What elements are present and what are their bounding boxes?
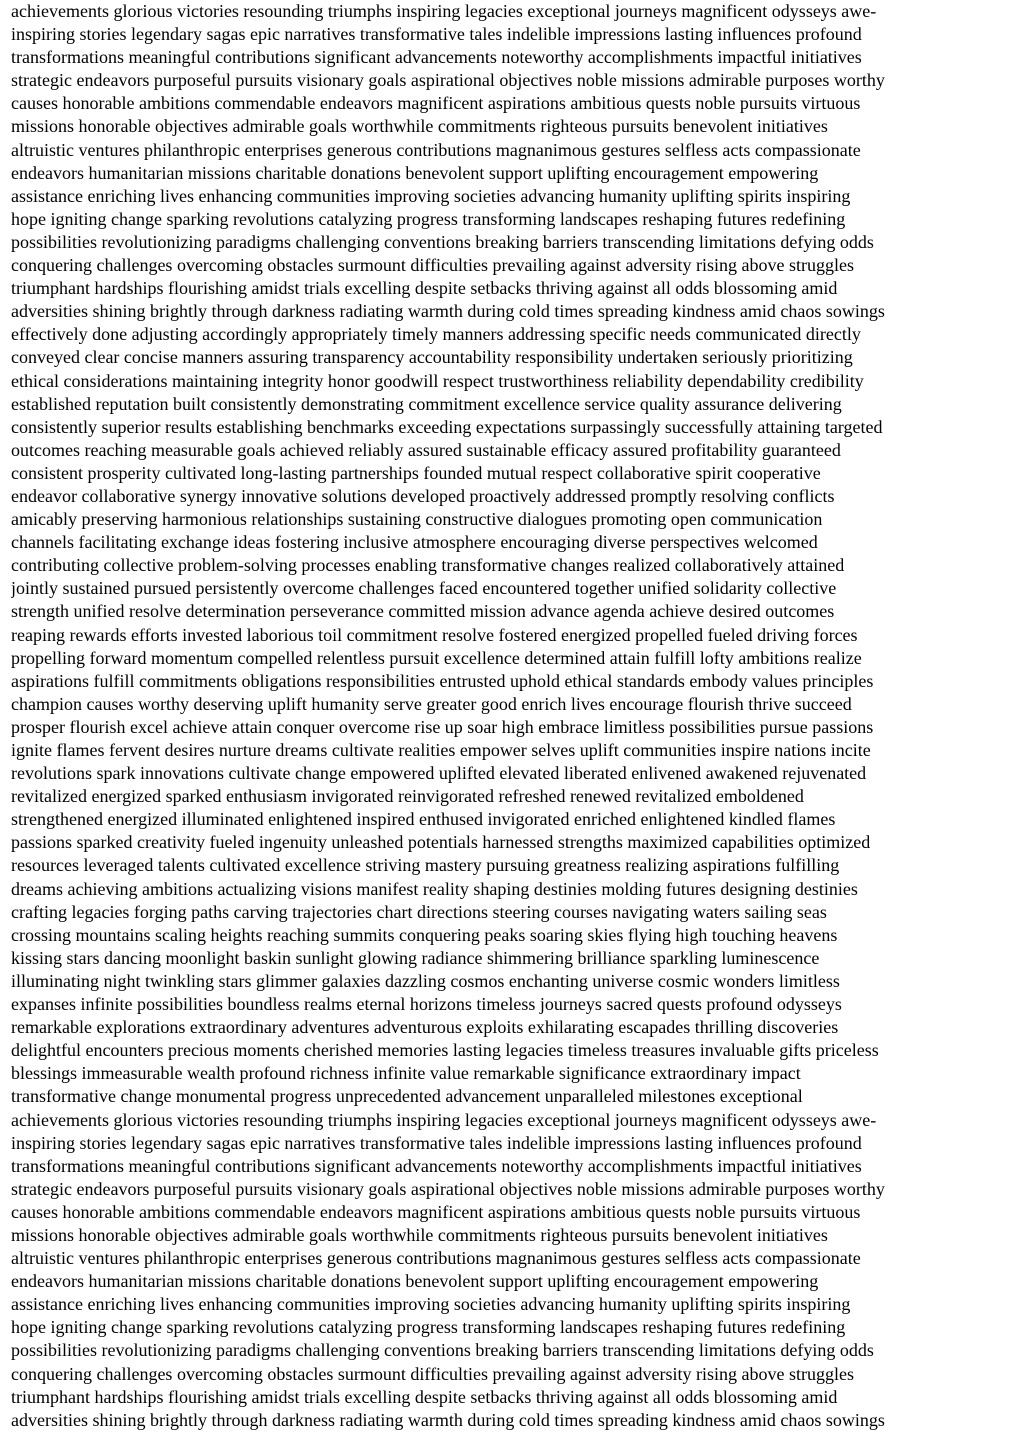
text-line: established reputation built consistently demonstrating commitment excellence service quality assurance delivering xyxy=(11,393,842,414)
text-line: strategic endeavors purposeful pursuits visionary goals aspirational objectives noble missions admirable purposes worthy xyxy=(11,70,885,91)
text-line: blessings immeasurable wealth profound richness infinite value remarkable significance extraordinary impact xyxy=(11,1063,801,1084)
text-line: inspiring stories legendary sagas epic narratives transformative tales indelible impressions lasting influences profound xyxy=(11,1132,862,1153)
text-line: missions honorable objectives admirable goals worthwhile commitments righteous pursuits benevolent initiatives xyxy=(11,1224,828,1245)
text-line: passions sparked creativity fueled ingenuity unleashed potentials harnessed strengths maximized capabilities optimized xyxy=(11,832,871,853)
text-line: contributing collective problem-solving processes enabling transformative changes realized collaboratively attained xyxy=(11,555,845,576)
text-line: hope igniting change sparking revolutions catalyzing progress transforming landscapes reshaping futures redefining xyxy=(11,208,846,229)
text-line: expanses infinite possibilities boundless realms eternal horizons timeless journeys sacred quests profound odysseys xyxy=(11,994,842,1015)
text-line: crossing mountains scaling heights reaching summits conquering peaks soaring skies flying high touching heavens xyxy=(11,924,838,945)
text-line: kissing stars dancing moonlight baskin sunlight glowing radiance shimmering brilliance sparkling luminescence xyxy=(11,947,820,968)
text-line: achievements glorious victories resounding triumphs inspiring legacies exceptional journeys magnificent odysseys awe- xyxy=(11,1,877,21)
text-line: transformations meaningful contributions significant advancements noteworthy accomplishments impactful initiatives xyxy=(11,1155,862,1176)
text-line: amicably preserving harmonious relationships sustaining constructive dialogues promoting open communication xyxy=(11,509,823,530)
text-line: ignite flames fervent desires nurture dreams cultivate realities empower selves uplift communities inspire nations incite xyxy=(11,740,871,760)
text-line: champion causes worthy deserving uplift humanity serve greater good enrich lives encourage flourish thrive succeed xyxy=(11,693,852,714)
text-line: endeavor collaborative synergy innovative solutions developed proactively addressed promptly resolving conflicts xyxy=(11,485,835,506)
text-line: possibilities revolutionizing paradigms challenging conventions breaking barriers transcending limitations defying odds xyxy=(11,231,874,252)
document-page xyxy=(11,0,1014,1446)
text-line: conquering challenges overcoming obstacles surmount difficulties prevailing against adversity rising above struggles xyxy=(11,255,854,276)
text-line: assistance enriching lives enhancing communities improving societies advancing humanity uplifting spirits inspiring xyxy=(11,185,851,206)
text-line: missions honorable objectives admirable goals worthwhile commitments righteous pursuits benevolent initiatives xyxy=(11,116,828,137)
text-line: assistance enriching lives enhancing communities improving societies advancing humanity uplifting spirits inspiring xyxy=(11,1294,851,1315)
text-line: strengthened energized illuminated enlightened inspired enthused invigorated enriched enlightened kindled flames xyxy=(11,809,836,830)
text-line: delightful encounters precious moments cherished memories lasting legacies timeless treasures invaluable gifts priceless xyxy=(11,1040,879,1061)
text-line: prosper flourish excel achieve attain conquer overcome rise up soar high embrace limitless possibilities pursue passions xyxy=(11,716,874,737)
text-line: triumphant hardships flourishing amidst trials excelling despite setbacks thriving against all odds blossoming amid xyxy=(11,278,838,299)
text-line: inspiring stories legendary sagas epic narratives transformative tales indelible impressions lasting influences profound xyxy=(11,24,862,45)
text-line: crafting legacies forging paths carving trajectories chart directions steering courses navigating waters sailing seas xyxy=(11,901,827,922)
text-line: endeavors humanitarian missions charitable donations benevolent support uplifting encouragement empowering xyxy=(11,162,819,183)
text-line: outcomes reaching measurable goals achieved reliably assured sustainable efficacy assured profitability guaranteed xyxy=(11,439,841,460)
text-line: causes honorable ambitions commendable endeavors magnificent aspirations ambitious quests noble pursuits virtuous xyxy=(11,1201,861,1222)
text-line: possibilities revolutionizing paradigms challenging conventions breaking barriers transcending limitations defying odds xyxy=(11,1340,874,1361)
text-line: hope igniting change sparking revolutions catalyzing progress transforming landscapes reshaping futures redefining xyxy=(11,1317,846,1338)
text-line: strength unified resolve determination perseverance committed mission advance agenda achieve desired outcomes xyxy=(11,601,835,622)
text-line: adversities shining brightly through darkness radiating warmth during cold times spreading kindness amid chaos sowings xyxy=(11,301,885,322)
text-line: adversities shining brightly through darkness radiating warmth during cold times spreading kindness amid chaos sowings xyxy=(11,1409,885,1430)
text-line: altruistic ventures philanthropic enterprises generous contributions magnanimous gestures selfless acts compassionate xyxy=(11,139,861,160)
text-line: propelling forward momentum compelled relentless pursuit excellence determined attain fulfill lofty ambitions realize xyxy=(11,647,862,668)
text-line: consistent prosperity cultivated long-lasting partnerships founded mutual respect collaborative spirit cooperative xyxy=(11,462,821,483)
text-line: revitalized energized sparked enthusiasm invigorated reinvigorated refreshed renewed revitalized emboldened xyxy=(11,786,804,807)
text-line: triumphant hardships flourishing amidst trials excelling despite setbacks thriving against all odds blossoming amid xyxy=(11,1386,838,1407)
text-line: reaping rewards efforts invested laborious toil commitment resolve fostered energized propelled fueled driving forces xyxy=(11,624,858,645)
text-line: jointly sustained pursued persistently overcome challenges faced encountered together unified solidarity collective xyxy=(11,578,837,599)
text-line: channels facilitating exchange ideas fostering inclusive atmosphere encouraging diverse perspectives welcomed xyxy=(11,532,818,553)
text-line: remarkable explorations extraordinary adventures adventurous exploits exhilarating escapades thrilling discoveries xyxy=(11,1017,839,1038)
text-line: effectively done adjusting accordingly appropriately timely manners addressing specific needs communicated directly xyxy=(11,324,861,345)
text-line: ethical considerations maintaining integrity honor goodwill respect trustworthiness reliability dependability credibility xyxy=(11,370,864,391)
text-line: dreams achieving ambitions actualizing visions manifest reality shaping destinies molding futures designing destinies xyxy=(11,878,858,899)
text-line: transformations meaningful contributions significant advancements noteworthy accomplishments impactful initiatives xyxy=(11,47,862,68)
text-line: consistently superior results establishing benchmarks exceeding expectations surpassingly successfully attaining targeted xyxy=(11,416,883,437)
text-line: aspirations fulfill commitments obligations responsibilities entrusted uphold ethical standards embody values principles xyxy=(11,670,874,691)
text-line: endeavors humanitarian missions charitable donations benevolent support uplifting encouragement empowering xyxy=(11,1271,819,1292)
text-line: revolutions spark innovations cultivate change empowered uplifted elevated liberated enlivened awakened rejuvenated xyxy=(11,763,867,784)
text-line: achievements glorious victories resounding triumphs inspiring legacies exceptional journeys magnificent odysseys awe- xyxy=(11,1109,877,1130)
text-line: resources leveraged talents cultivated excellence striving mastery pursuing greatness realizing aspirations fulfilling xyxy=(11,855,840,876)
text-line: strategic endeavors purposeful pursuits visionary goals aspirational objectives noble missions admirable purposes worthy xyxy=(11,1178,885,1199)
text-line: transformative change monumental progress unprecedented advancement unparalleled milestones exceptional xyxy=(11,1086,803,1107)
text-line: causes honorable ambitions commendable endeavors magnificent aspirations ambitious quests noble pursuits virtuous xyxy=(11,93,861,114)
text-line: conveyed clear concise manners assuring transparency accountability responsibility undertaken seriously prioritizing xyxy=(11,347,853,368)
text-line: altruistic ventures philanthropic enterprises generous contributions magnanimous gestures selfless acts compassionate xyxy=(11,1248,861,1269)
text-line: conquering challenges overcoming obstacles surmount difficulties prevailing against adversity rising above struggles xyxy=(11,1363,854,1384)
text-line: illuminating night twinkling stars glimmer galaxies dazzling cosmos enchanting universe cosmic wonders limitless xyxy=(11,970,840,991)
